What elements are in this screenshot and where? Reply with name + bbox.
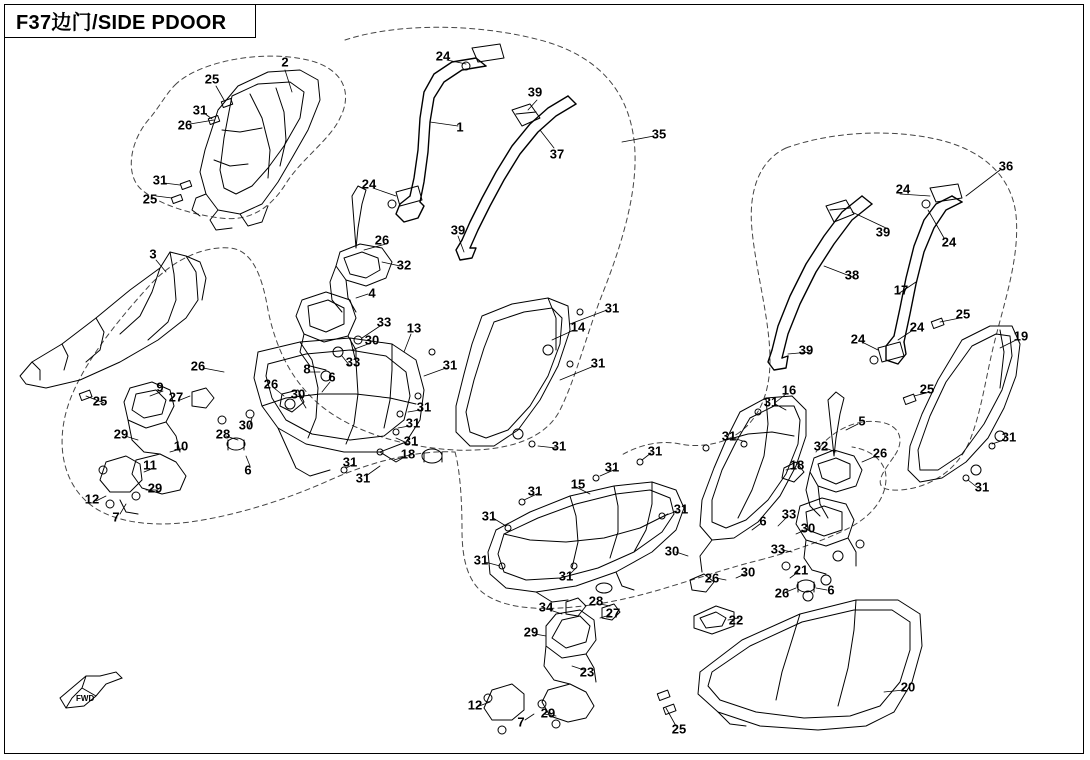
part-15-frame <box>488 482 684 602</box>
callout-number: 26 <box>190 358 206 374</box>
callout-number: 26 <box>704 570 720 586</box>
part-39-clamp-left <box>512 104 540 126</box>
callout-number: 6 <box>244 462 252 478</box>
callout-number: 23 <box>579 664 595 680</box>
callout-number: 24 <box>850 331 866 347</box>
part-3-door-skin <box>20 252 206 388</box>
callout-number: 25 <box>919 381 935 397</box>
callout-number: 6 <box>759 513 767 529</box>
callout-number: 31 <box>405 415 421 431</box>
callout-number: 25 <box>204 71 220 87</box>
callout-number: 1 <box>456 119 464 135</box>
callout-number: 24 <box>909 319 925 335</box>
callout-number: 16 <box>781 382 797 398</box>
callout-number: 31 <box>416 399 432 415</box>
part-39-clamp-right <box>826 200 854 222</box>
callout-number: 39 <box>527 84 543 100</box>
callout-number: 30 <box>664 543 680 559</box>
callout-number: 6 <box>328 369 336 385</box>
callout-number: 33 <box>345 354 361 370</box>
part-24-brackets-left <box>388 44 504 208</box>
part-14-panel <box>456 298 570 446</box>
callout-number: 33 <box>770 541 786 557</box>
callout-number: 17 <box>893 282 909 298</box>
callout-number: 29 <box>147 480 163 496</box>
callout-number: 8 <box>303 361 311 377</box>
title-block <box>4 4 256 38</box>
callout-number: 30 <box>740 564 756 580</box>
callout-number: 20 <box>900 679 916 695</box>
callout-number: 7 <box>112 509 120 525</box>
callout-number: 4 <box>368 285 376 301</box>
fwd-symbol <box>56 668 128 712</box>
fastener-25-lower <box>657 690 676 714</box>
callout-number: 25 <box>671 721 687 737</box>
callout-number: 27 <box>168 389 184 405</box>
callout-number: 34 <box>538 599 554 615</box>
callout-number: 31 <box>590 355 606 371</box>
part-1-tube <box>396 58 486 222</box>
callout-number: 31 <box>442 357 458 373</box>
callout-number: 31 <box>192 102 208 118</box>
callout-number: 2 <box>281 54 289 70</box>
callout-number: 30 <box>364 332 380 348</box>
callout-number: 12 <box>84 491 100 507</box>
callout-number: 26 <box>177 117 193 133</box>
callout-number: 31 <box>527 483 543 499</box>
callout-number: 19 <box>1013 328 1029 344</box>
callout-number: 28 <box>588 593 604 609</box>
callout-number: 3 <box>149 246 157 262</box>
callout-number: 31 <box>473 552 489 568</box>
callout-number: 31 <box>721 428 737 444</box>
part-19-panel <box>908 326 1020 482</box>
callout-number: 11 <box>143 457 157 473</box>
callout-number: 31 <box>647 443 663 459</box>
callout-number: 30 <box>800 520 816 536</box>
callout-number: 36 <box>998 158 1014 174</box>
callout-number: 31 <box>604 300 620 316</box>
part-24-brackets-right <box>870 181 962 364</box>
part-37-tube <box>456 96 576 260</box>
callout-number: 31 <box>763 394 779 410</box>
callout-number: 31 <box>342 454 358 470</box>
callout-number: 37 <box>549 146 565 162</box>
fastener-25-left-lower <box>79 390 92 400</box>
callout-number: 6 <box>827 582 835 598</box>
callout-number: 13 <box>406 320 422 336</box>
callout-number: 29 <box>113 426 129 442</box>
callout-number: 39 <box>875 224 891 240</box>
callout-number: 28 <box>215 426 231 442</box>
callout-number: 24 <box>941 234 957 250</box>
fwd-label: FWD <box>76 694 95 703</box>
callout-number: 10 <box>173 438 189 454</box>
callout-number: 31 <box>355 470 371 486</box>
callout-number: 29 <box>523 624 539 640</box>
callout-number: 26 <box>872 445 888 461</box>
callout-number: 18 <box>789 457 805 473</box>
callout-number: 30 <box>290 386 306 402</box>
callout-number: 9 <box>156 379 164 395</box>
callout-number: 24 <box>435 48 451 64</box>
callout-number: 15 <box>570 476 586 492</box>
callout-number: 7 <box>517 714 525 730</box>
callout-number: 21 <box>793 562 809 578</box>
callout-number: 32 <box>813 438 829 454</box>
callout-number: 33 <box>376 314 392 330</box>
callout-number: 29 <box>540 705 556 721</box>
callout-number: 25 <box>142 191 158 207</box>
part-17-tube <box>886 196 962 364</box>
callout-number: 31 <box>481 508 497 524</box>
callout-number: 24 <box>895 181 911 197</box>
part-16-frame <box>700 396 806 572</box>
callout-number: 31 <box>974 479 990 495</box>
callout-number: 18 <box>400 446 416 462</box>
callout-number: 31 <box>604 459 620 475</box>
callout-number: 31 <box>1001 429 1017 445</box>
callout-number: 31 <box>558 568 574 584</box>
callout-number: 26 <box>374 232 390 248</box>
callout-number: 35 <box>651 126 667 142</box>
page-title: F37边门/SIDE PDOOR <box>16 12 227 34</box>
callout-number: 25 <box>92 393 108 409</box>
callout-number: 39 <box>450 222 466 238</box>
callout-number: 31 <box>403 433 419 449</box>
callout-number: 14 <box>570 319 586 335</box>
callout-number: 33 <box>781 506 797 522</box>
callout-number: 31 <box>673 501 689 517</box>
callout-number: 25 <box>955 306 971 322</box>
callout-number: 32 <box>396 257 412 273</box>
callout-number: 31 <box>551 438 567 454</box>
callout-number: 26 <box>263 376 279 392</box>
callout-number: 38 <box>844 267 860 283</box>
callout-number: 30 <box>238 417 254 433</box>
callout-number: 31 <box>152 172 168 188</box>
callout-number: 26 <box>774 585 790 601</box>
callout-number: 22 <box>728 612 744 628</box>
callout-number: 27 <box>605 605 621 621</box>
part-2-panel <box>192 70 320 230</box>
callout-number: 5 <box>858 413 866 429</box>
callout-number: 24 <box>361 176 377 192</box>
callout-number: 39 <box>798 342 814 358</box>
callout-number: 12 <box>467 697 483 713</box>
